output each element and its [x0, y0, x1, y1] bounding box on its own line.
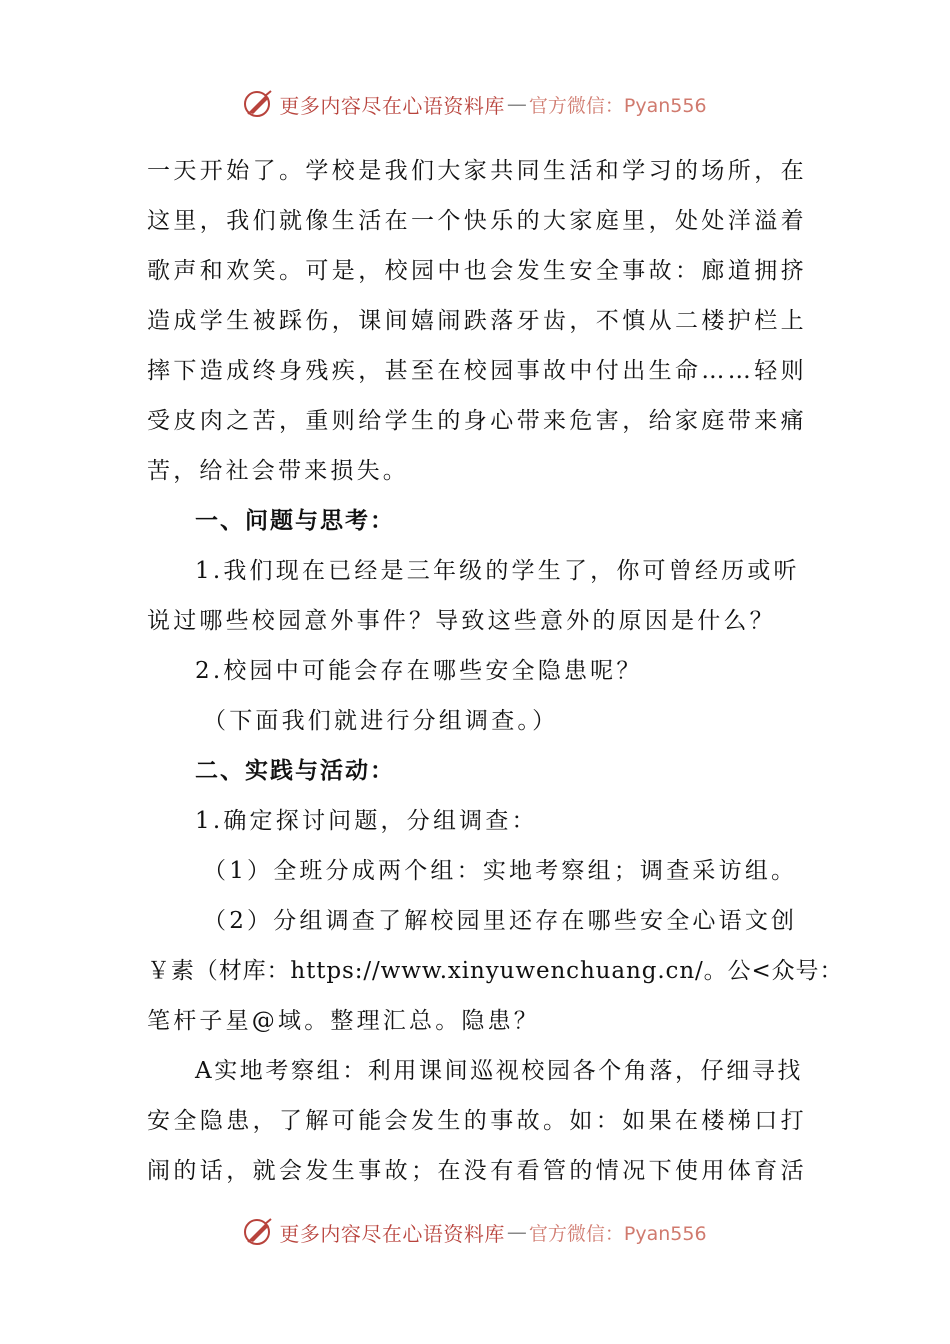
pen-logo-icon — [243, 88, 275, 120]
body-line: 摔下造成终身残疾，甚至在校园事故中付出生命……轻则 — [147, 358, 807, 384]
header-contact-text: 官方微信：Pyan556 — [528, 94, 707, 117]
header-banner — [0, 84, 950, 124]
body-line: 苦，给社会带来损失。 — [147, 458, 409, 484]
body-line: ￥素（材库：https://www.xinyuwenchuang.cn/。公<众号： — [147, 958, 844, 984]
body-line: 1.我们现在已经是三年级的学生了，你可曾经历或听 — [195, 558, 800, 584]
footer-dash: — — [506, 1220, 527, 1244]
body-line: 笔杆子星@域。整理汇总。隐患？ — [147, 1008, 540, 1034]
body-line: 1.确定探讨问题，分组调查： — [195, 808, 538, 834]
body-line: 2.校园中可能会存在哪些安全隐患呢？ — [195, 658, 643, 684]
header-dash: — — [506, 92, 527, 116]
header-brand-text: 更多内容尽在心语资料库 — [279, 93, 505, 118]
body-line: A实地考察组：利用课间巡视校园各个角落，仔细寻找 — [195, 1058, 804, 1084]
footer-banner — [0, 1212, 950, 1252]
body-line: 歌声和欢笑。可是，校园中也会发生安全事故：廊道拥挤 — [147, 258, 807, 284]
section-heading: 二、实践与活动： — [195, 758, 395, 784]
body-line: 造成学生被踩伤，课间嬉闹跌落牙齿，不慎从二楼护栏上 — [147, 308, 807, 334]
footer-contact-text: 官方微信：Pyan556 — [528, 1222, 707, 1245]
body-line: （1）全班分成两个组：实地考察组；调查采访组。 — [203, 858, 798, 884]
body-line: （2）分组调查了解校园里还存在哪些安全心语文创 — [203, 908, 798, 934]
section-heading: 一、问题与思考： — [195, 508, 395, 534]
pen-logo-icon — [243, 1216, 275, 1248]
body-line: 这里，我们就像生活在一个快乐的大家庭里，处处洋溢着 — [147, 208, 807, 234]
body-line: 受皮肉之苦，重则给学生的身心带来危害，给家庭带来痛 — [147, 408, 807, 434]
body-line: （下面我们就进行分组调查。） — [203, 708, 559, 734]
body-line: 闹的话，就会发生事故；在没有看管的情况下使用体育活 — [147, 1158, 807, 1184]
body-line: 安全隐患，了解可能会发生的事故。如：如果在楼梯口打 — [147, 1108, 807, 1134]
footer-brand-text: 更多内容尽在心语资料库 — [279, 1221, 505, 1246]
document-body — [147, 146, 844, 1196]
body-line: 一天开始了。学校是我们大家共同生活和学习的场所，在 — [147, 158, 807, 184]
body-line: 说过哪些校园意外事件？导致这些意外的原因是什么？ — [147, 608, 776, 634]
